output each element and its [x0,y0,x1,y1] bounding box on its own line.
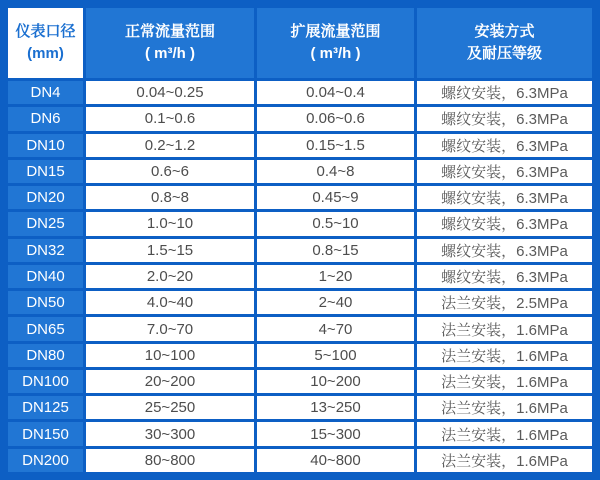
table-row [8,422,592,445]
cell-normal-range: 25~250 [86,396,254,419]
cell-diameter: DN6 [8,107,83,130]
cell-diameter: DN15 [8,160,83,183]
table-body [8,81,592,472]
cell-diameter: DN80 [8,344,83,367]
table-row [8,134,592,157]
table-row [8,160,592,183]
cell-installation: 螺纹安装，6.3MPa [417,212,592,235]
cell-extended-range: 10~200 [257,370,414,393]
cell-extended-range: 0.5~10 [257,212,414,235]
table-row [8,449,592,472]
cell-normal-range: 1.0~10 [86,212,254,235]
cell-extended-range: 4~70 [257,317,414,340]
cell-normal-range: 0.04~0.25 [86,81,254,104]
cell-extended-range: 0.45~9 [257,186,414,209]
cell-extended-range: 0.04~0.4 [257,81,414,104]
table-row [8,291,592,314]
table-row [8,212,592,235]
cell-diameter: DN20 [8,186,83,209]
spec-table [5,5,595,475]
cell-normal-range: 0.6~6 [86,160,254,183]
table-row [8,265,592,288]
table-row [8,239,592,262]
header-normal-flow-range [86,8,254,78]
cell-normal-range: 0.2~1.2 [86,134,254,157]
cell-installation: 螺纹安装，6.3MPa [417,160,592,183]
cell-normal-range: 7.0~70 [86,317,254,340]
cell-installation: 螺纹安装，6.3MPa [417,134,592,157]
table-row [8,370,592,393]
cell-normal-range: 10~100 [86,344,254,367]
header-line: ( m³/h ) [145,45,195,62]
cell-extended-range: 5~100 [257,344,414,367]
header-line: 正常流量范围 [124,23,215,40]
cell-installation: 螺纹安装，6.3MPa [417,186,592,209]
cell-diameter: DN50 [8,291,83,314]
cell-installation: 法兰安装，1.6MPa [417,396,592,419]
header-line: 扩展流量范围 [290,23,381,40]
cell-extended-range: 13~250 [257,396,414,419]
header-row [8,8,592,78]
cell-extended-range: 15~300 [257,422,414,445]
header-line: 仪表口径 [15,23,76,40]
cell-diameter: DN65 [8,317,83,340]
table-row [8,107,592,130]
table-row [8,81,592,104]
table-row [8,344,592,367]
cell-diameter: DN200 [8,449,83,472]
cell-installation: 法兰安装，1.6MPa [417,317,592,340]
cell-diameter: DN125 [8,396,83,419]
cell-extended-range: 0.4~8 [257,160,414,183]
cell-normal-range: 2.0~20 [86,265,254,288]
header-installation-pressure [417,8,592,78]
cell-diameter: DN100 [8,370,83,393]
cell-installation: 法兰安装，1.6MPa [417,449,592,472]
cell-installation: 法兰安装，2.5MPa [417,291,592,314]
cell-installation: 螺纹安装，6.3MPa [417,265,592,288]
cell-extended-range: 0.06~0.6 [257,107,414,130]
header-line: 安装方式 [474,23,535,40]
cell-diameter: DN4 [8,81,83,104]
cell-normal-range: 20~200 [86,370,254,393]
table-row [8,396,592,419]
table-row [8,317,592,340]
cell-installation: 法兰安装，1.6MPa [417,344,592,367]
cell-normal-range: 0.8~8 [86,186,254,209]
header-line: (mm) [27,45,64,62]
cell-installation: 螺纹安装，6.3MPa [417,107,592,130]
cell-installation: 螺纹安装，6.3MPa [417,81,592,104]
cell-diameter: DN150 [8,422,83,445]
cell-extended-range: 0.15~1.5 [257,134,414,157]
cell-normal-range: 4.0~40 [86,291,254,314]
cell-normal-range: 30~300 [86,422,254,445]
header-meter-diameter [8,8,83,78]
cell-normal-range: 0.1~0.6 [86,107,254,130]
cell-installation: 螺纹安装，6.3MPa [417,239,592,262]
cell-diameter: DN32 [8,239,83,262]
cell-diameter: DN40 [8,265,83,288]
cell-extended-range: 2~40 [257,291,414,314]
cell-extended-range: 40~800 [257,449,414,472]
cell-normal-range: 1.5~15 [86,239,254,262]
header-line: ( m³/h ) [310,45,361,62]
table-row [8,186,592,209]
header-extended-flow-range [257,8,414,78]
cell-normal-range: 80~800 [86,449,254,472]
cell-diameter: DN10 [8,134,83,157]
cell-diameter: DN25 [8,212,83,235]
cell-installation: 法兰安装，1.6MPa [417,370,592,393]
cell-extended-range: 0.8~15 [257,239,414,262]
cell-installation: 法兰安装，1.6MPa [417,422,592,445]
cell-extended-range: 1~20 [257,265,414,288]
header-line: 及耐压等级 [466,45,542,62]
